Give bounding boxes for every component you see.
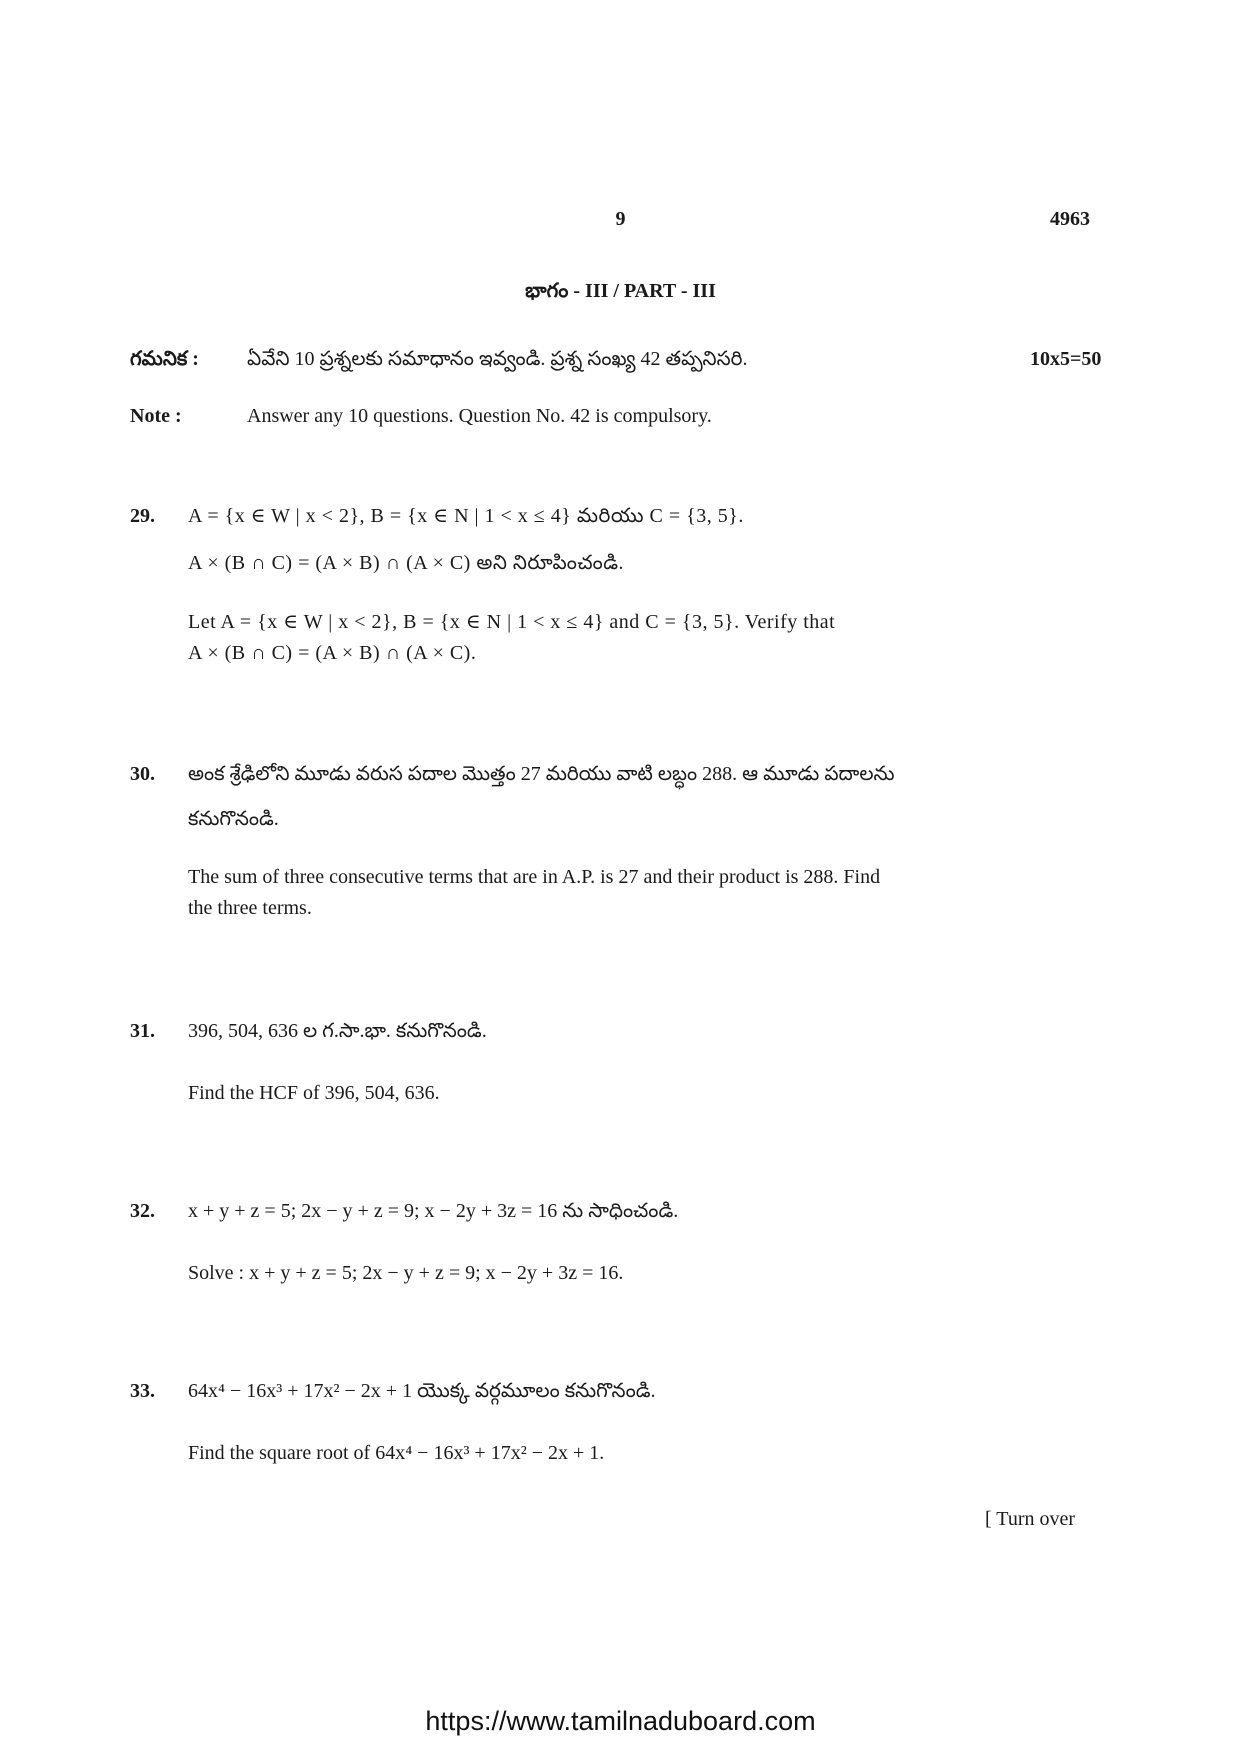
question-telugu-line: 64x⁴ − 16x³ + 17x² − 2x + 1 యొక్క వర్గమూలం కనుగొనండి.	[188, 1380, 656, 1402]
question-31	[188, 1016, 1058, 1109]
question-english-line: Let A = {x ∈ W | x < 2}, B = {x ∈ N | 1 < x ≤ 4} and C = {3, 5}. Verify that	[188, 611, 836, 633]
question-telugu-line: x + y + z = 5; 2x − y + z = 9; x − 2y + 3z = 16 ను సాధించండి.	[188, 1200, 679, 1222]
question-number: 30.	[130, 763, 155, 785]
question-33	[188, 1376, 1058, 1469]
note-telugu-text: ఏవేని 10 ప్రశ్నలకు సమాధానం ఇవ్వండి. ప్రశ్న సంఖ్య 42 తప్పనిసరి.	[247, 348, 748, 370]
question-english-line: Find the square root of 64x⁴ − 16x³ + 17x² − 2x + 1.	[188, 1442, 605, 1464]
question-english-line: Solve : x + y + z = 5; 2x − y + z = 9; x − 2y + 3z = 16.	[188, 1262, 624, 1284]
question-30	[188, 759, 1058, 924]
question-telugu-line: అంక శ్రేఢిలోని మూడు వరుస పదాల మొత్తం 27 మరియు వాటి లబ్ధం 288. ఆ మూడు పదాలను	[188, 763, 895, 785]
question-english-line: The sum of three consecutive terms that are in A.P. is 27 and their product is 288. Find	[188, 866, 881, 888]
question-telugu-line: 396, 504, 636 ల గ.సా.భా. కనుగొనండి.	[188, 1020, 487, 1042]
question-telugu-line: కనుగొనండి.	[188, 808, 279, 830]
question-telugu-line: A = {x ∈ W | x < 2}, B = {x ∈ N | 1 < x ≤ 4} మరియు C = {3, 5}.	[188, 505, 744, 527]
note-telugu-label: గమనిక :	[130, 348, 199, 370]
question-number: 31.	[130, 1020, 155, 1042]
question-number: 29.	[130, 505, 155, 527]
turn-over-note: [ Turn over	[985, 1508, 1076, 1530]
page-number: 9	[615, 208, 626, 230]
question-number: 32.	[130, 1200, 155, 1222]
question-telugu-line: A × (B ∩ C) = (A × B) ∩ (A × C) అని నిరూపించండి.	[188, 552, 625, 574]
question-english-line: the three terms.	[188, 897, 312, 919]
part-title: భాగం - III / PART - III	[525, 280, 716, 302]
note-english-text: Answer any 10 questions. Question No. 42 is compulsory.	[247, 405, 712, 427]
paper-code: 4963	[1050, 208, 1090, 230]
question-english-line: Find the HCF of 396, 504, 636.	[188, 1082, 440, 1104]
question-number: 33.	[130, 1380, 155, 1402]
note-english-label: Note :	[130, 405, 182, 427]
question-29	[188, 501, 1058, 669]
question-english-line: A × (B ∩ C) = (A × B) ∩ (A × C).	[188, 642, 477, 664]
marks-scheme: 10x5=50	[1030, 348, 1102, 370]
footer-url: https://www.tamilnaduboard.com	[425, 1706, 816, 1736]
question-32	[188, 1196, 1058, 1289]
